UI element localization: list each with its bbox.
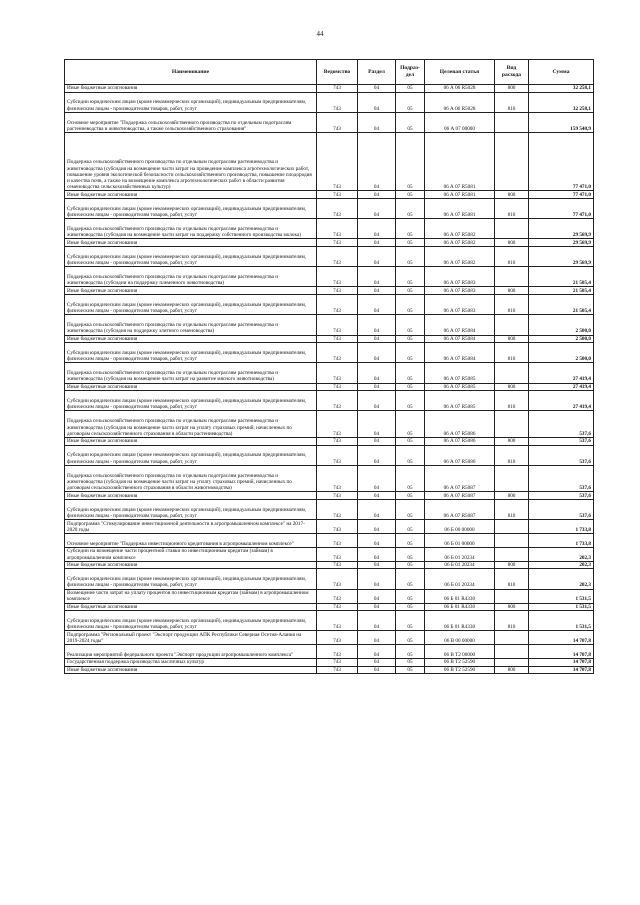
cell-section: 04: [358, 391, 396, 411]
cell-subsection: 05: [396, 315, 425, 335]
cell-expense: 800: [495, 191, 529, 199]
cell-expense: 810: [495, 499, 529, 519]
cell-sum: 1 733,8: [529, 534, 594, 548]
cell-subsection: 05: [396, 499, 425, 519]
cell-subsection: 05: [396, 465, 425, 492]
cell-sum: 537,6: [529, 411, 594, 438]
cell-department: 743: [317, 191, 358, 199]
cell-name: Иные бюджетные ассигнования: [65, 492, 317, 500]
cell-section: 04: [358, 133, 396, 191]
cell-sum: 537,6: [529, 437, 594, 445]
header-sum: Сумма: [529, 60, 594, 85]
table-row: [65, 534, 594, 548]
cell-target: 06 В Т2 52590: [425, 659, 495, 667]
cell-subsection: 05: [396, 112, 425, 132]
table-row: [65, 335, 594, 343]
cell-section: 04: [358, 659, 396, 667]
cell-section: 04: [358, 363, 396, 383]
cell-subsection: 05: [396, 239, 425, 247]
cell-section: 04: [358, 335, 396, 343]
cell-sum: 202,3: [529, 547, 594, 561]
cell-expense: [495, 411, 529, 438]
cell-sum: 2 500,0: [529, 335, 594, 343]
cell-section: 04: [358, 631, 396, 645]
cell-sum: 537,6: [529, 445, 594, 465]
table-row: [65, 611, 594, 631]
cell-subsection: 05: [396, 343, 425, 363]
cell-expense: [495, 465, 529, 492]
header-target: Целевая статья: [425, 60, 495, 85]
cell-subsection: 05: [396, 246, 425, 266]
cell-department: 743: [317, 239, 358, 247]
cell-name: Иные бюджетные ассигнования: [65, 561, 317, 569]
cell-target: 06 В 00 00000: [425, 631, 495, 645]
cell-sum: 14 707,8: [529, 659, 594, 667]
cell-subsection: 05: [396, 335, 425, 343]
cell-department: 743: [317, 287, 358, 295]
cell-expense: [495, 112, 529, 132]
cell-section: 04: [358, 499, 396, 519]
cell-section: 04: [358, 437, 396, 445]
cell-department: 743: [317, 534, 358, 548]
table-row: [65, 547, 594, 561]
cell-subsection: 05: [396, 191, 425, 199]
cell-name: Субсидии юридическим лицам (кроме некоммерческих организаций), индивидуальным предпринимателям, физическим лицам - производителям товаров, работ, услуг: [65, 569, 317, 589]
table-row: [65, 112, 594, 132]
cell-target: 06 Б 01 R4330: [425, 603, 495, 611]
cell-subsection: 05: [396, 569, 425, 589]
cell-department: 743: [317, 631, 358, 645]
cell-expense: 800: [495, 287, 529, 295]
table-body: [65, 85, 594, 674]
cell-expense: [495, 219, 529, 239]
cell-department: 743: [317, 611, 358, 631]
cell-section: 04: [358, 239, 396, 247]
cell-subsection: 05: [396, 603, 425, 611]
cell-target: 06 Б 01 00000: [425, 534, 495, 548]
cell-sum: 29 569,9: [529, 246, 594, 266]
cell-section: 04: [358, 287, 396, 295]
cell-target: 06 А 07 00000: [425, 112, 495, 132]
cell-section: 04: [358, 561, 396, 569]
cell-section: 04: [358, 343, 396, 363]
table-row: [65, 569, 594, 589]
cell-department: 743: [317, 92, 358, 112]
cell-sum: 27 419,4: [529, 363, 594, 383]
cell-target: 06 А 07 R5087: [425, 465, 495, 492]
cell-target: 06 А 07 R5084: [425, 343, 495, 363]
cell-subsection: 05: [396, 659, 425, 667]
cell-expense: [495, 534, 529, 548]
table-row: [65, 659, 594, 667]
cell-department: 743: [317, 85, 358, 93]
cell-target: 06 А 07 R5083: [425, 287, 495, 295]
cell-target: 06 А 07 R5081: [425, 191, 495, 199]
cell-department: 743: [317, 659, 358, 667]
cell-target: 06 А 07 R5084: [425, 335, 495, 343]
cell-name: Поддержка сельскохозяйственного производства по отдельным подотраслям растениеводства и животноводства (субсидия на поддержку элитного семеноводства): [65, 315, 317, 335]
cell-expense: [495, 520, 529, 534]
cell-name: Иные бюджетные ассигнования: [65, 383, 317, 391]
cell-department: 743: [317, 295, 358, 315]
cell-sum: 537,6: [529, 499, 594, 519]
cell-subsection: 05: [396, 133, 425, 191]
cell-subsection: 05: [396, 267, 425, 287]
cell-subsection: 05: [396, 547, 425, 561]
budget-table: [64, 59, 594, 674]
cell-target: 06 В Т2 00000: [425, 645, 495, 659]
cell-section: 04: [358, 547, 396, 561]
cell-subsection: 05: [396, 645, 425, 659]
cell-department: 743: [317, 246, 358, 266]
cell-department: 743: [317, 267, 358, 287]
cell-section: 04: [358, 534, 396, 548]
cell-expense: [495, 267, 529, 287]
cell-subsection: 05: [396, 198, 425, 218]
cell-name: Основное мероприятие "Поддержка сельскохозяйственного производства по отдельным подотраслям растениеводства и животноводства, а также сельскохозяйственного страхования": [65, 112, 317, 132]
cell-sum: 1 733,8: [529, 520, 594, 534]
cell-section: 04: [358, 645, 396, 659]
cell-subsection: 05: [396, 295, 425, 315]
cell-sum: 21 505,4: [529, 267, 594, 287]
table-row: [65, 287, 594, 295]
cell-name: Субсидии юридическим лицам (кроме некоммерческих организаций), индивидуальным предпринимателям, физическим лицам - производителям товаров, работ, услуг: [65, 246, 317, 266]
cell-name: Поддержка сельскохозяйственного производства по отдельным подотраслям растениеводства и животноводства (субсидия на возмещение части затрат на развитие мясного животноводства): [65, 363, 317, 383]
cell-department: 743: [317, 499, 358, 519]
cell-sum: 77 471,0: [529, 191, 594, 199]
cell-section: 04: [358, 520, 396, 534]
cell-subsection: 05: [396, 561, 425, 569]
cell-sum: 21 505,4: [529, 287, 594, 295]
cell-name: Субсидии юридическим лицам (кроме некоммерческих организаций), индивидуальным предпринимателям, физическим лицам - производителям товаров, работ, услуг: [65, 445, 317, 465]
cell-name: Субсидии юридическим лицам (кроме некоммерческих организаций), индивидуальным предпринимателям, физическим лицам - производителям товаров, работ, услуг: [65, 198, 317, 218]
cell-target: 06 Б 01 20234: [425, 569, 495, 589]
cell-section: 04: [358, 383, 396, 391]
cell-section: 04: [358, 191, 396, 199]
table-row: [65, 92, 594, 112]
cell-sum: 14 707,8: [529, 631, 594, 645]
header-subsection: Подраз- дел: [396, 60, 425, 85]
cell-name: Основное мероприятие "Поддержка инвестиционного кредитования в агропромышленном комплексе": [65, 534, 317, 548]
cell-expense: 810: [495, 611, 529, 631]
cell-subsection: 05: [396, 445, 425, 465]
cell-section: 04: [358, 267, 396, 287]
cell-section: 04: [358, 411, 396, 438]
cell-department: 743: [317, 437, 358, 445]
cell-section: 04: [358, 603, 396, 611]
cell-department: 743: [317, 363, 358, 383]
cell-subsection: 05: [396, 92, 425, 112]
cell-name: Субсидии юридическим лицам (кроме некоммерческих организаций), индивидуальным предпринимателям, физическим лицам - производителям товаров, работ, услуг: [65, 295, 317, 315]
table-row: [65, 520, 594, 534]
cell-target: 06 А 07 R5085: [425, 391, 495, 411]
cell-sum: 1 531,5: [529, 611, 594, 631]
cell-sum: 32 258,1: [529, 92, 594, 112]
cell-expense: 800: [495, 239, 529, 247]
cell-target: 06 А 07 R5085: [425, 383, 495, 391]
table-row: [65, 295, 594, 315]
cell-sum: 537,6: [529, 465, 594, 492]
cell-expense: 810: [495, 391, 529, 411]
cell-name: Субсидии юридическим лицам (кроме некоммерческих организаций), индивидуальным предпринимателям, физическим лицам - производителям товаров, работ, услуг: [65, 391, 317, 411]
cell-expense: [495, 645, 529, 659]
cell-target: 06 Б 01 20234: [425, 561, 495, 569]
cell-sum: 159 540,9: [529, 112, 594, 132]
cell-name: Иные бюджетные ассигнования: [65, 287, 317, 295]
cell-expense: 800: [495, 85, 529, 93]
table-header-row: [65, 60, 594, 85]
cell-expense: 800: [495, 492, 529, 500]
cell-name: Поддержка сельскохозяйственного производства по отдельным подотраслям растениеводства и животноводства (субсидия на возмещение части затрат на проведение комплекса агротехнологических работ, повышение уровня экологической безопасности сельскохозяйственного производства, повышение плодородия и качества почв, а также на возмещение комплекса агротехнологических работ в области развития семеноводства сельскохозяйственных культур): [65, 133, 317, 191]
cell-name: Иные бюджетные ассигнования: [65, 437, 317, 445]
table-row: [65, 315, 594, 335]
cell-department: 743: [317, 219, 358, 239]
cell-subsection: 05: [396, 631, 425, 645]
cell-target: 06 В Т2 52590: [425, 666, 495, 674]
cell-department: 743: [317, 112, 358, 132]
cell-name: Субсидии юридическим лицам (кроме некоммерческих организаций), индивидуальным предпринимателям, физическим лицам - производителям товаров, работ, услуг: [65, 343, 317, 363]
table-row: [65, 191, 594, 199]
table-row: [65, 391, 594, 411]
cell-name: Реализация мероприятий федерального проекта "Экспорт продукции агропромышленного комплекса": [65, 645, 317, 659]
cell-section: 04: [358, 112, 396, 132]
cell-department: 743: [317, 492, 358, 500]
cell-name: Поддержка сельскохозяйственного производства по отдельным подотраслям растениеводства и животноводства (субсидия на возмещение части затрат на уплату страховых премий, начисленных по договорам сельскохозяйственного страхования в области растениеводства): [65, 411, 317, 438]
table-row: [65, 343, 594, 363]
table-row: [65, 666, 594, 674]
cell-target: 06 А 07 R5081: [425, 198, 495, 218]
cell-expense: 800: [495, 437, 529, 445]
table-row: [65, 445, 594, 465]
cell-department: 743: [317, 547, 358, 561]
cell-target: 06 А 06 R5028: [425, 92, 495, 112]
cell-department: 743: [317, 411, 358, 438]
table-row: [65, 499, 594, 519]
cell-sum: 77 471,0: [529, 133, 594, 191]
cell-target: 06 А 07 R5084: [425, 315, 495, 335]
cell-department: 743: [317, 383, 358, 391]
cell-department: 743: [317, 198, 358, 218]
cell-expense: [495, 363, 529, 383]
cell-sum: 29 569,9: [529, 239, 594, 247]
cell-target: 06 А 07 R5086: [425, 437, 495, 445]
cell-target: 06 А 07 R5085: [425, 363, 495, 383]
cell-name: Субсидии на возмещение части процентной ставки по инвестиционным кредитам (займам) в агропромышленном комплексе: [65, 547, 317, 561]
cell-expense: 810: [495, 295, 529, 315]
cell-target: 06 А 07 R5083: [425, 295, 495, 315]
cell-sum: 14 707,8: [529, 645, 594, 659]
cell-expense: [495, 547, 529, 561]
cell-name: Иные бюджетные ассигнования: [65, 191, 317, 199]
table-row: [65, 383, 594, 391]
cell-expense: 800: [495, 561, 529, 569]
cell-expense: [495, 589, 529, 603]
cell-section: 04: [358, 92, 396, 112]
cell-section: 04: [358, 445, 396, 465]
cell-sum: 27 419,4: [529, 383, 594, 391]
page-number: 44: [316, 30, 324, 38]
cell-sum: 1 531,5: [529, 603, 594, 611]
cell-target: 06 А 07 R5086: [425, 445, 495, 465]
table-row: [65, 239, 594, 247]
header-name: Наименование: [65, 60, 317, 85]
table-row: [65, 267, 594, 287]
cell-target: 06 Б 01 R4330: [425, 611, 495, 631]
cell-section: 04: [358, 246, 396, 266]
cell-subsection: 05: [396, 437, 425, 445]
cell-sum: 32 258,1: [529, 85, 594, 93]
cell-target: 06 А 07 R5087: [425, 499, 495, 519]
table-row: [65, 561, 594, 569]
cell-section: 04: [358, 569, 396, 589]
cell-name: Иные бюджетные ассигнования: [65, 666, 317, 674]
cell-expense: 810: [495, 92, 529, 112]
cell-expense: 800: [495, 603, 529, 611]
cell-name: Иные бюджетные ассигнования: [65, 335, 317, 343]
cell-sum: 29 569,9: [529, 219, 594, 239]
cell-section: 04: [358, 465, 396, 492]
cell-name: Поддержка сельскохозяйственного производства по отдельным подотраслям растениеводства и животноводства (субсидии на поддержку племенного животноводства): [65, 267, 317, 287]
cell-name: Субсидии юридическим лицам (кроме некоммерческих организаций), индивидуальным предпринимателям, физическим лицам - производителям товаров, работ, услуг: [65, 499, 317, 519]
cell-sum: 1 531,5: [529, 589, 594, 603]
table-row: [65, 492, 594, 500]
table-row: [65, 589, 594, 603]
cell-name: Поддержка сельскохозяйственного производства по отдельным подотраслям растениеводства и животноводства (субсидия на возмещение части затрат на поддержку собственного производства молока): [65, 219, 317, 239]
cell-section: 04: [358, 589, 396, 603]
cell-expense: 810: [495, 569, 529, 589]
cell-section: 04: [358, 315, 396, 335]
cell-name: Возмещение части затрат на уплату процентов по инвестиционным кредитам (займам) в агропромышленном комплексе: [65, 589, 317, 603]
cell-target: 06 А 07 R5087: [425, 492, 495, 500]
cell-name: Иные бюджетные ассигнования: [65, 239, 317, 247]
cell-sum: 537,6: [529, 492, 594, 500]
cell-section: 04: [358, 666, 396, 674]
table-row: [65, 603, 594, 611]
table-row: [65, 411, 594, 438]
cell-target: 06 Б 00 00000: [425, 520, 495, 534]
cell-subsection: 05: [396, 534, 425, 548]
cell-department: 743: [317, 445, 358, 465]
header-department: Ведомство: [317, 60, 358, 85]
cell-sum: 77 471,0: [529, 198, 594, 218]
table-row: [65, 437, 594, 445]
cell-name: Подпрограмма "Региональный проект "Экспорт продукции АПК Республики Северная Осетия-Алания на 2019-2024 годы": [65, 631, 317, 645]
cell-expense: [495, 631, 529, 645]
cell-section: 04: [358, 295, 396, 315]
cell-sum: 202,3: [529, 569, 594, 589]
cell-section: 04: [358, 492, 396, 500]
cell-expense: 800: [495, 383, 529, 391]
cell-section: 04: [358, 219, 396, 239]
cell-department: 743: [317, 589, 358, 603]
cell-subsection: 05: [396, 383, 425, 391]
cell-target: 06 А 07 R5081: [425, 133, 495, 191]
cell-section: 04: [358, 85, 396, 93]
cell-subsection: 05: [396, 363, 425, 383]
cell-subsection: 05: [396, 219, 425, 239]
cell-subsection: 05: [396, 85, 425, 93]
cell-subsection: 05: [396, 611, 425, 631]
cell-subsection: 05: [396, 391, 425, 411]
cell-department: 743: [317, 603, 358, 611]
table-row: [65, 133, 594, 191]
cell-name: Субсидии юридическим лицам (кроме некоммерческих организаций), индивидуальным предпринимателям, физическим лицам - производителям товаров, работ, услуг: [65, 611, 317, 631]
table-row: [65, 198, 594, 218]
table-row: [65, 363, 594, 383]
cell-department: 743: [317, 391, 358, 411]
cell-subsection: 05: [396, 287, 425, 295]
cell-expense: 800: [495, 666, 529, 674]
cell-sum: 27 419,4: [529, 391, 594, 411]
cell-subsection: 05: [396, 411, 425, 438]
table-row: [65, 246, 594, 266]
cell-expense: 810: [495, 246, 529, 266]
cell-sum: 2 500,0: [529, 315, 594, 335]
cell-target: 06 А 07 R5083: [425, 267, 495, 287]
cell-target: 06 А 07 R5082: [425, 219, 495, 239]
cell-sum: 2 500,0: [529, 343, 594, 363]
header-expense: Вид расхода: [495, 60, 529, 85]
cell-subsection: 05: [396, 589, 425, 603]
cell-department: 743: [317, 520, 358, 534]
cell-name: Субсидии юридическим лицам (кроме некоммерческих организаций), индивидуальным предпринимателям, физическим лицам - производителям товаров, работ, услуг: [65, 92, 317, 112]
cell-expense: 800: [495, 335, 529, 343]
table-row: [65, 219, 594, 239]
cell-sum: 202,3: [529, 561, 594, 569]
cell-target: 06 А 07 R5082: [425, 246, 495, 266]
cell-name: Поддержка сельскохозяйственного производства по отдельным подотраслям растениеводства и животноводства (субсидия на возмещение части затрат на уплату страховых премий, начисленных по договорам сельскохозяйственного страхования в области животноводства): [65, 465, 317, 492]
cell-section: 04: [358, 198, 396, 218]
cell-subsection: 05: [396, 666, 425, 674]
cell-subsection: 05: [396, 492, 425, 500]
cell-department: 743: [317, 561, 358, 569]
cell-sum: 21 505,4: [529, 295, 594, 315]
cell-expense: [495, 133, 529, 191]
cell-name: Подпрограмма "Стимулирование инвестиционной деятельности в агропромышленном комплексе" на 2017-2020 годы: [65, 520, 317, 534]
cell-expense: [495, 659, 529, 667]
header-section: Раздел: [358, 60, 396, 85]
cell-name: Иные бюджетные ассигнования: [65, 85, 317, 93]
cell-department: 743: [317, 465, 358, 492]
cell-department: 743: [317, 343, 358, 363]
table-row: [65, 85, 594, 93]
table-row: [65, 465, 594, 492]
cell-department: 743: [317, 315, 358, 335]
cell-department: 743: [317, 133, 358, 191]
cell-name: Государственная поддержка производства масличных культур: [65, 659, 317, 667]
cell-expense: 810: [495, 198, 529, 218]
cell-subsection: 05: [396, 520, 425, 534]
table-row: [65, 631, 594, 645]
cell-target: 06 А 06 R5028: [425, 85, 495, 93]
cell-name: Иные бюджетные ассигнования: [65, 603, 317, 611]
cell-department: 743: [317, 569, 358, 589]
cell-sum: 14 707,8: [529, 666, 594, 674]
cell-section: 04: [358, 611, 396, 631]
cell-target: 06 А 07 R5082: [425, 239, 495, 247]
cell-department: 743: [317, 645, 358, 659]
cell-expense: [495, 315, 529, 335]
cell-department: 743: [317, 335, 358, 343]
cell-department: 743: [317, 666, 358, 674]
cell-target: 06 А 07 R5086: [425, 411, 495, 438]
cell-expense: 810: [495, 445, 529, 465]
cell-expense: 810: [495, 343, 529, 363]
cell-target: 06 Б 01 R4330: [425, 589, 495, 603]
table-row: [65, 645, 594, 659]
cell-target: 06 Б 01 20234: [425, 547, 495, 561]
